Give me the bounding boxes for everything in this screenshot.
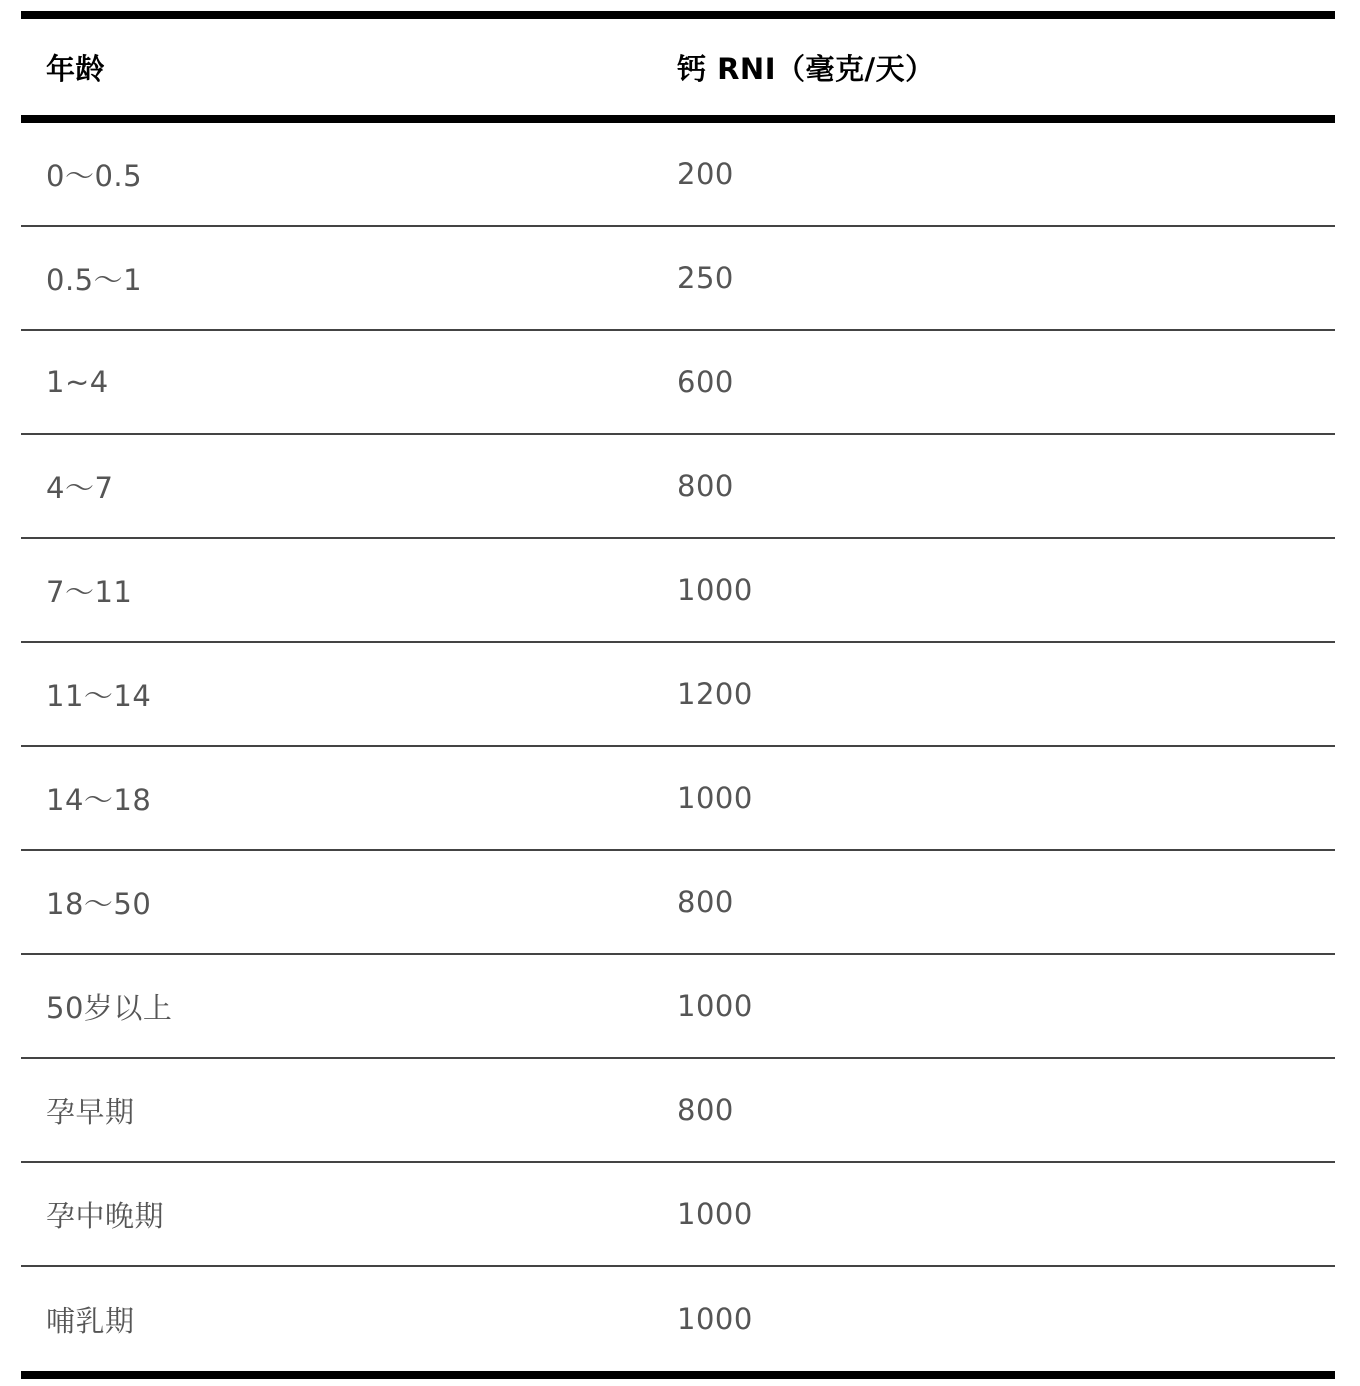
calcium-rni-table [21, 11, 1335, 1379]
cell-rni: 1000 [677, 573, 753, 607]
cell-age: 0.5～1 [46, 262, 143, 297]
cell-rni: 1200 [677, 677, 753, 711]
table-header-row [21, 19, 1335, 115]
cell-rni: 1000 [677, 781, 753, 815]
cell-age: 孕早期 [46, 1094, 135, 1129]
cell-rni: 800 [677, 885, 734, 919]
cell-rni: 200 [677, 157, 734, 191]
table-header-rule [21, 115, 1335, 123]
header-calcium-rni: 钙 RNI（毫克/天） [677, 51, 935, 86]
cell-age: 孕中晚期 [46, 1198, 165, 1233]
table-row [21, 747, 1335, 851]
header-age: 年龄 [46, 51, 106, 86]
cell-age: 50岁以上 [46, 990, 173, 1025]
table-row [21, 955, 1335, 1059]
table-bottom-rule [21, 1371, 1335, 1379]
table-row [21, 851, 1335, 955]
cell-age: 1~4 [46, 365, 109, 399]
table-row [21, 1059, 1335, 1163]
table-row [21, 1267, 1335, 1371]
table-row [21, 435, 1335, 539]
cell-rni: 800 [677, 469, 734, 503]
table-row [21, 1163, 1335, 1267]
cell-age: 11～14 [46, 678, 152, 713]
table-top-rule [21, 11, 1335, 19]
table-row [21, 123, 1335, 227]
cell-age: 7～11 [46, 574, 133, 609]
table-row [21, 227, 1335, 331]
cell-age: 14～18 [46, 782, 152, 817]
cell-rni: 1000 [677, 1197, 753, 1231]
cell-rni: 600 [677, 365, 734, 399]
cell-rni: 1000 [677, 989, 753, 1023]
cell-age: 哺乳期 [46, 1303, 135, 1338]
cell-rni: 250 [677, 261, 734, 295]
cell-rni: 800 [677, 1093, 734, 1127]
table-row [21, 331, 1335, 435]
table-row [21, 539, 1335, 643]
table-row [21, 643, 1335, 747]
cell-age: 18～50 [46, 886, 152, 921]
cell-rni: 1000 [677, 1302, 753, 1336]
cell-age: 4～7 [46, 470, 114, 505]
cell-age: 0～0.5 [46, 158, 143, 193]
